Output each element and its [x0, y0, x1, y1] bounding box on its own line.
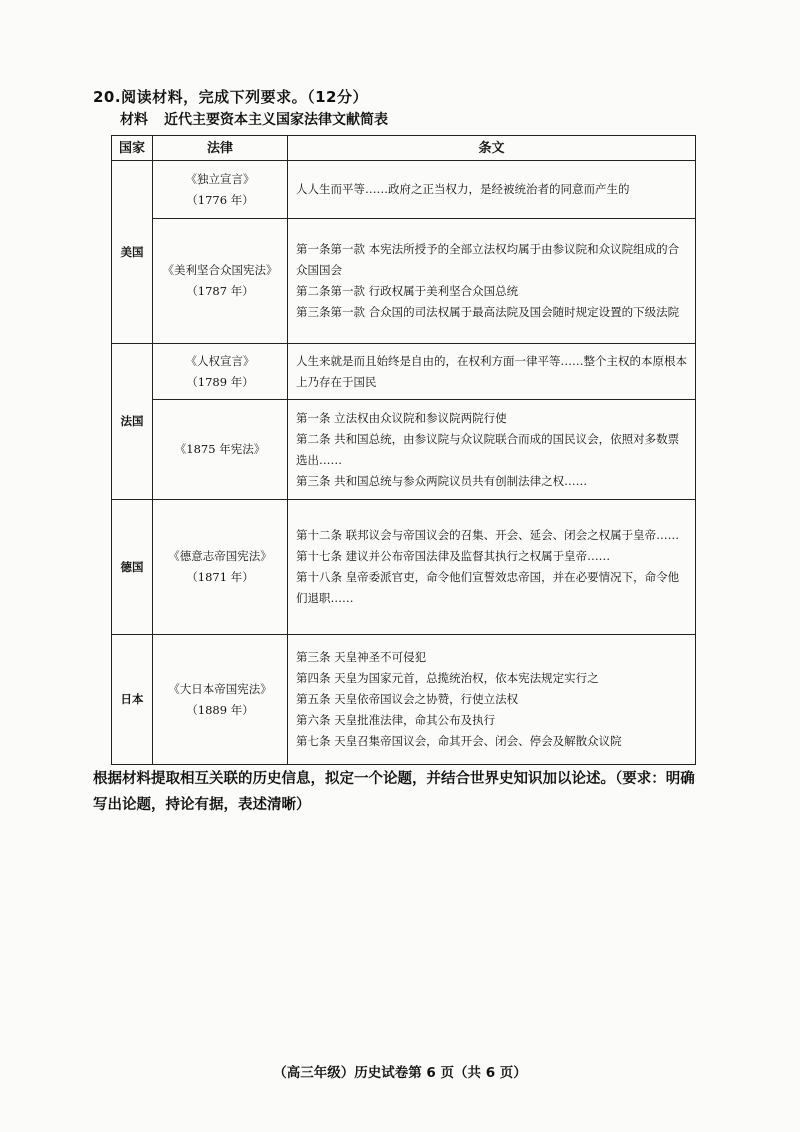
article-line: 第三条 天皇神圣不可侵犯: [296, 650, 427, 664]
material-label: 材料: [120, 112, 148, 128]
law-year: （1776 年）: [186, 192, 254, 207]
law-table: [111, 135, 696, 765]
question-prompt: 根据材料提取相互关联的历史信息，拟定一个论题，并结合世界史知识加以论述。（要求：明确写出论题，持论有据，表述清晰）: [93, 771, 695, 813]
article-line: 第二条第一款 行政权属于美利坚合众国总统: [296, 284, 519, 298]
country-cell: 日本: [112, 635, 153, 765]
articles-cell: [288, 500, 696, 635]
country-cell: 德国: [112, 500, 153, 635]
law-cell: [153, 635, 288, 765]
material-heading: [120, 109, 388, 129]
articles-cell: [288, 219, 696, 344]
articles-cell: [288, 400, 696, 500]
article-line: 第二条 共和国总统，由参议院与众议院联合而成的国民议会，依照对多数票选出……: [296, 431, 680, 467]
law-cell: [153, 500, 288, 635]
law-cell: [153, 219, 288, 344]
header-law: 法律: [153, 136, 288, 161]
article-line: 第十七条 建议并公布帝国法律及监督其执行之权属于皇帝……: [296, 549, 611, 563]
law-name: 《独立宣言》: [185, 171, 255, 186]
country-cell: 法国: [112, 344, 153, 500]
header-country: 国家: [112, 136, 153, 161]
article-line: 第十二条 联邦议会与帝国议会的召集、开会、延会、闭会之权属于皇帝……: [296, 528, 680, 542]
material-caption: 近代主要资本主义国家法律文献简表: [164, 112, 388, 128]
law-cell: [153, 400, 288, 500]
articles-cell: [288, 161, 696, 219]
article-line: 第一条第一款 本宪法所授予的全部立法权均属于由参议院和众议院组成的合众国国会: [296, 242, 680, 277]
law-name: 《人权宣言》: [185, 353, 255, 368]
article-line: 第五条 天皇依帝国议会之协赞，行使立法权: [296, 692, 519, 706]
table-row: [112, 219, 696, 344]
table-row: [112, 400, 696, 500]
article-line: 人人生而平等……政府之正当权力，是经被统治者的同意而产生的: [296, 182, 630, 196]
article-line: 人生来就是而且始终是自由的，在权利方面一律平等……整个主权的本原根本上乃存在于国民: [296, 353, 687, 389]
law-year: （1871 年）: [186, 570, 254, 584]
law-year: （1787 年）: [186, 284, 254, 298]
country-cell: 美国: [112, 161, 153, 344]
page-footer: （高三年级）历史试卷第 6 页（共 6 页）: [273, 1065, 527, 1081]
article-line: 第三条第一款 合众国的司法权属于最高法院及国会随时规定设置的下级法院: [296, 305, 680, 319]
law-name: 《大日本帝国宪法》: [168, 681, 272, 696]
table-header-row: [112, 136, 696, 161]
law-cell: [153, 344, 288, 400]
law-name: 《美利坚合众国宪法》: [162, 263, 278, 277]
law-year: （1889 年）: [186, 702, 254, 717]
article-line: 第四条 天皇为国家元首，总揽统治权，依本宪法规定实行之: [296, 671, 599, 685]
law-name: 《德意志帝国宪法》: [168, 549, 272, 563]
law-year: （1789 年）: [186, 374, 254, 389]
article-line: 第三条 共和国总统与参众两院议员共有创制法律之权……: [296, 473, 588, 488]
table-row: [112, 344, 696, 400]
law-cell: [153, 161, 288, 219]
law-name: 《1875 年宪法》: [174, 442, 266, 456]
question-title: 20.阅读材料，完成下列要求。（12分）: [93, 88, 368, 106]
article-line: 第六条 天皇批准法律，命其公布及执行: [296, 713, 496, 727]
articles-cell: [288, 635, 696, 765]
table-row: [112, 161, 696, 219]
table-row: [112, 635, 696, 765]
table-row: [112, 500, 696, 635]
article-line: 第七条 天皇召集帝国议会，命其开会、闭会、停会及解散众议院: [296, 734, 622, 748]
articles-cell: [288, 344, 696, 400]
article-line: 第十八条 皇帝委派官吏，命令他们宣誓效忠帝国，并在必要情况下，命令他们退职……: [296, 570, 680, 605]
header-articles: 条文: [288, 136, 696, 161]
article-line: 第一条 立法权由众议院和参议院两院行使: [296, 410, 507, 425]
